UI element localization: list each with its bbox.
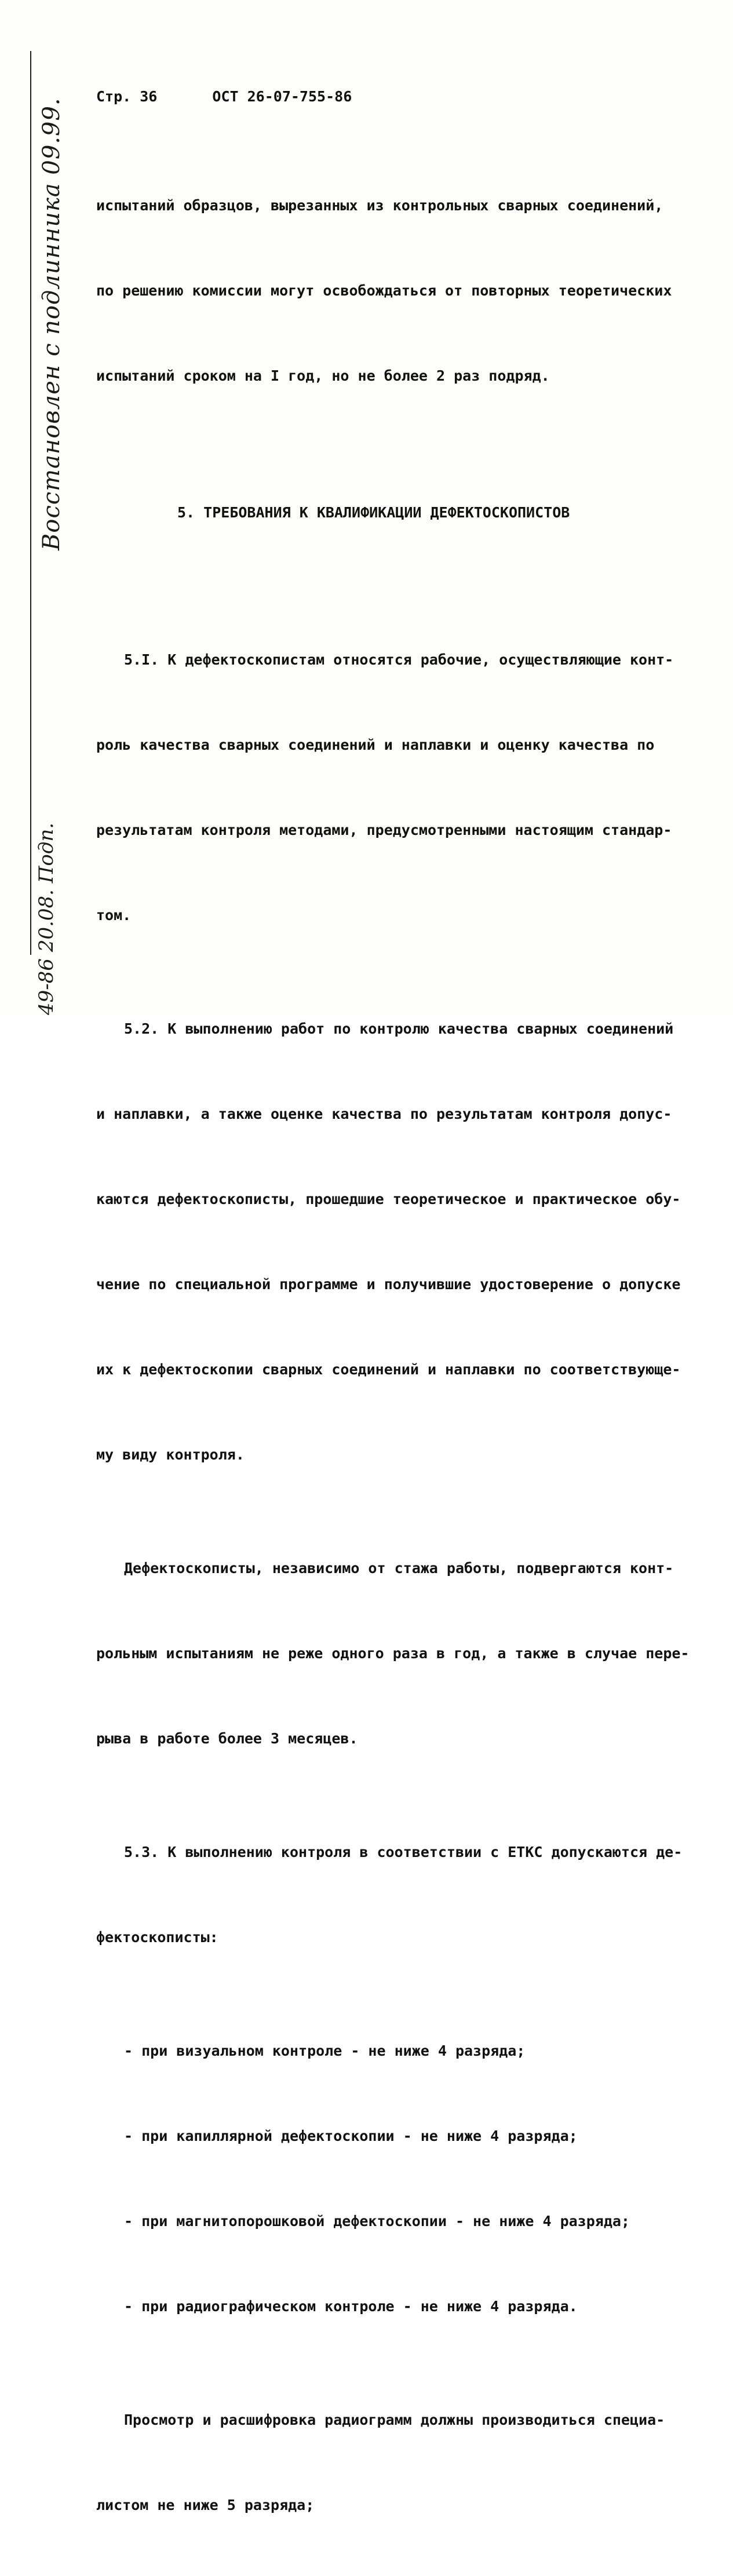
page-number: Стр. 36 (96, 88, 158, 105)
text-line: 5.2. К выполнению работ по контролю качества сварных соединений (124, 1020, 674, 1037)
text-line: 5.3. К выполнению контроля в соответствии с ЕТКС допускаются де- (124, 1844, 683, 1860)
document-body (96, 134, 699, 2576)
text-line: испытаний сроком на I год, но не более 2 раз подряд. (96, 367, 550, 384)
text-line: рольным испытаниям не реже одного раза в год, а также в случае пере- (96, 1645, 690, 1662)
text-line: их к дефектоскопии сварных соединений и наплавки по соответствующе- (96, 1361, 681, 1378)
text-line: том. (96, 907, 132, 924)
text-line: и наплавки, а также оценке качества по результатам контроля допус- (96, 1105, 672, 1122)
text-line: результатам контроля методами, предусмотренными настоящим стандар- (96, 822, 672, 838)
section-heading: 5. ТРЕБОВАНИЯ К КВАЛИФИКАЦИИ ДЕФЕКТОСКОПИСТОВ (177, 504, 570, 521)
standard-code: ОСТ 26-07-755-86 (212, 88, 352, 105)
text-line: каются дефектоскописты, прошедшие теоретическое и практическое обу- (96, 1191, 681, 1207)
text-line: по решению комиссии могут освобождаться от повторных теоретических (96, 282, 672, 299)
restoration-note: Восстановлен с подлинника 09.99. (38, 97, 65, 550)
text-line: Просмотр и расшифровка радиограмм должны производиться специа- (124, 2411, 665, 2428)
margin-rule (30, 51, 31, 955)
page-header (96, 88, 352, 105)
list-item: - при капиллярной дефектоскопии - не ниже 4 разряда; (124, 2128, 578, 2144)
text-line: фектоскописты: (96, 1929, 218, 1946)
text-line: листом не ниже 5 разряда; (96, 2497, 315, 2513)
text-line: чение по специальной программе и получившие удостоверение о допуске (96, 1276, 681, 1293)
text-line: рыва в работе более 3 месяцев. (96, 1730, 358, 1747)
text-line: 5.I. К дефектоскопистам относятся рабочие, осуществляющие конт- (124, 651, 674, 668)
signature-note: 49-86 20.08. Подп. (35, 822, 58, 1015)
list-item: - при магнитопорошковой дефектоскопии - не ниже 4 разряда; (124, 2213, 630, 2230)
text-line: му виду контроля. (96, 1446, 245, 1463)
text-line: испытаний образцов, вырезанных из контрольных сварных соединений, (96, 197, 663, 214)
list-item: - при радиографическом контроле - не ниже 4 разряда. (124, 2298, 578, 2315)
text-line: роль качества сварных соединений и наплавки и оценку качества по (96, 736, 655, 753)
text-line: Дефектоскописты, независимо от стажа работы, подвергаются конт- (124, 1560, 674, 1577)
list-item: - при визуальном контроле - не ниже 4 разряда; (124, 2042, 526, 2059)
